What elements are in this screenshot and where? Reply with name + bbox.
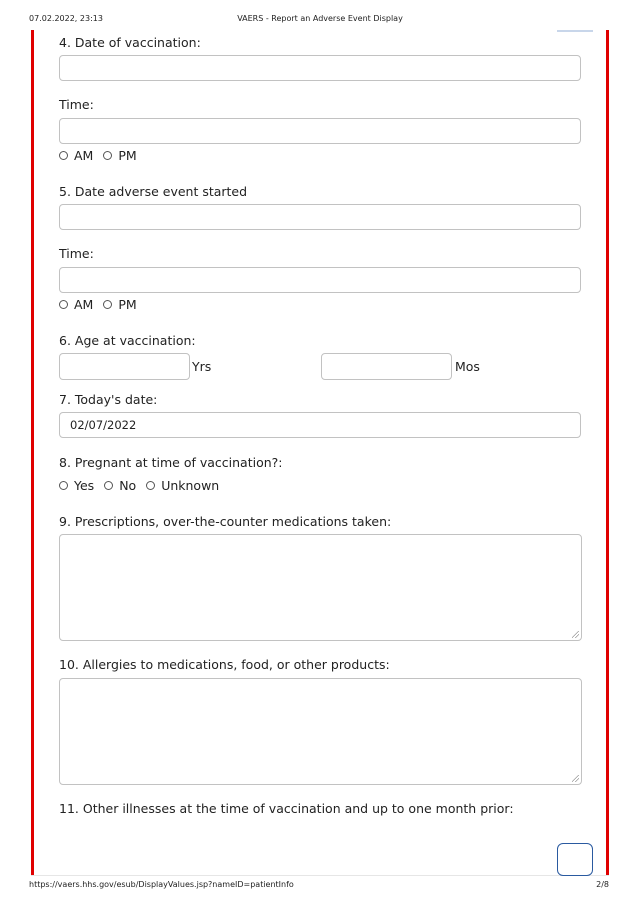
adverse-pm-label: PM (118, 296, 137, 312)
vaccination-time-ampm (59, 147, 147, 163)
adverse-event-time-input[interactable] (59, 267, 581, 293)
vaccination-am-radio[interactable] (59, 151, 68, 160)
medications-label: 9. Prescriptions, over-the-counter medications taken: (59, 514, 392, 529)
adverse-event-date-input[interactable] (59, 204, 581, 230)
adverse-pm-radio[interactable] (103, 300, 112, 309)
adverse-event-time-label: Time: (59, 246, 94, 261)
right-red-border (606, 30, 609, 876)
print-page-number: 2/8 (596, 880, 609, 889)
allergies-textarea[interactable] (59, 678, 582, 785)
print-url: https://vaers.hhs.gov/esub/DisplayValues.jsp?nameID=patientInfo (29, 880, 294, 889)
pregnant-yes-option[interactable] (59, 478, 94, 493)
print-header (0, 14, 640, 28)
vaccination-time-label: Time: (59, 97, 94, 112)
vaccination-am-label: AM (74, 147, 94, 163)
date-of-vaccination-input[interactable] (59, 55, 581, 81)
pregnant-yes-radio[interactable] (59, 481, 68, 490)
age-years-unit: Yrs (192, 359, 212, 374)
pregnant-options (59, 477, 229, 493)
print-footer (0, 880, 640, 894)
pregnant-unknown-radio[interactable] (146, 481, 155, 490)
age-months-unit: Mos (455, 359, 480, 374)
vaccination-time-input[interactable] (59, 118, 581, 144)
other-illnesses-label: 11. Other illnesses at the time of vaccination and up to one month prior: (59, 801, 514, 816)
print-datetime: 07.02.2022, 23:13 (29, 14, 103, 23)
todays-date-label: 7. Today's date: (59, 392, 158, 407)
vaccination-pm-label: PM (118, 147, 137, 163)
page-bottom-divider (31, 875, 609, 876)
vaccination-pm-option[interactable] (103, 148, 136, 163)
adverse-event-time-ampm (59, 296, 147, 312)
pregnant-no-radio[interactable] (104, 481, 113, 490)
pregnant-unknown-label: Unknown (161, 477, 220, 493)
pregnant-label: 8. Pregnant at time of vaccination?: (59, 455, 283, 470)
vaccination-am-option[interactable] (59, 148, 93, 163)
resize-grip-icon[interactable] (572, 631, 579, 638)
adverse-pm-option[interactable] (103, 297, 136, 312)
print-title: VAERS - Report an Adverse Event Display (237, 14, 403, 23)
pregnant-yes-label: Yes (74, 477, 95, 493)
left-red-border (31, 30, 34, 876)
allergies-label: 10. Allergies to medications, food, or other products: (59, 657, 390, 672)
adverse-event-date-label: 5. Date adverse event started (59, 184, 248, 199)
pregnant-no-option[interactable] (104, 478, 136, 493)
todays-date-input[interactable]: 02/07/2022 (59, 412, 581, 438)
vaccination-pm-radio[interactable] (103, 151, 112, 160)
adverse-am-option[interactable] (59, 297, 93, 312)
date-of-vaccination-label: 4. Date of vaccination: (59, 35, 201, 50)
age-years-input[interactable] (59, 353, 190, 380)
medications-textarea[interactable] (59, 534, 582, 641)
floating-action-button[interactable] (557, 843, 593, 876)
age-at-vaccination-label: 6. Age at vaccination: (59, 333, 196, 348)
resize-grip-icon[interactable] (572, 775, 579, 782)
top-scroll-marker (557, 30, 593, 32)
age-months-input[interactable] (321, 353, 452, 380)
pregnant-no-label: No (119, 477, 137, 493)
adverse-am-radio[interactable] (59, 300, 68, 309)
pregnant-unknown-option[interactable] (146, 478, 219, 493)
adverse-am-label: AM (74, 296, 94, 312)
